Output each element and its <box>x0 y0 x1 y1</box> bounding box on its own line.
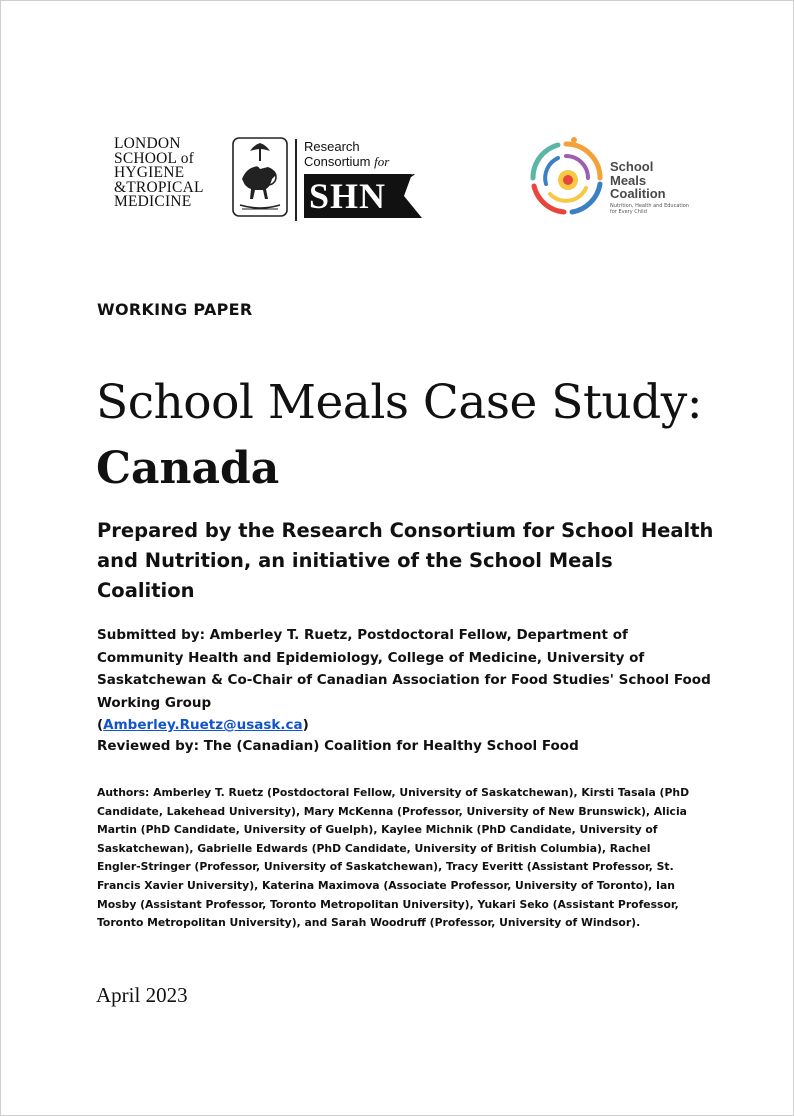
reviewed-by: Reviewed by: The (Canadian) Coalition for Healthy School Food <box>97 738 579 754</box>
working-paper-label: WORKING PAPER <box>97 300 253 319</box>
submitted-text: Submitted by: Amberley T. Ruetz, Postdoctoral Fellow, Department of Community Health and Epidemiology, College of Medicine, University of Saskatchewan & Co-Chair of Canadian Association for Food Studies' School Food Working Group <box>97 627 711 711</box>
consortium-line2: Consortium <box>304 154 371 169</box>
lshtm-wordmark <box>114 137 204 210</box>
consortium-line1: Research <box>304 139 360 154</box>
publication-date: April 2023 <box>96 983 188 1007</box>
consortium-wordmark <box>304 139 389 169</box>
authors: Authors: Amberley T. Ruetz (Postdoctoral Fellow, University of Saskatchewan), Kirsti Tasala (PhD Candidate, Lakehead University), Mary McKenna (Professor, University of New Brunswick), Alicia Martin (PhD Candidate, University of Guelph), Kaylee Michnik (PhD Candidate, University of Saskatchewan), Gabrielle Edwards (PhD Candidate, University of British Columbia), Rachel Engler-Stringer (Professor, University of Saskatchewan), Tracy Everitt (Assistant Professor, St. Francis Xavier University), Katerina Maximova (Associate Professor, University of Toronto), Ian Mosby (Assistant Professor, Toronto Metropolitan University), Yukari Seko (Assistant Professor, Toronto Metropolitan University), and Sarah Woodruff (Professor, University of Windsor). <box>97 786 690 930</box>
page-title: School Meals Case Study: <box>96 375 703 430</box>
shn-label: SHN <box>309 176 387 216</box>
lshtm-crest-icon <box>232 137 288 217</box>
consortium-for: for <box>374 154 390 169</box>
smc-name-line: Coalition <box>610 186 666 201</box>
subtitle: Prepared by the Research Consortium for School Health and Nutrition, an initiative of the School Meals Coalition <box>97 519 714 602</box>
page-title-country: Canada <box>96 443 280 494</box>
logo-divider <box>295 139 297 221</box>
smc-tagline: Nutrition, Health and Education for Every Child <box>610 203 689 215</box>
lshtm-line: &TROPICAL <box>114 178 204 196</box>
smc-name-line: School <box>610 159 654 174</box>
lshtm-line: LONDON <box>114 135 181 152</box>
lshtm-logo <box>114 137 434 223</box>
smc-wordmark <box>610 160 666 201</box>
lshtm-line: HYGIENE <box>114 164 185 182</box>
lshtm-line: SCHOOL of <box>114 149 195 167</box>
smc-logo-icon <box>528 136 604 218</box>
email-link[interactable]: Amberley.Ruetz@usask.ca <box>103 717 303 733</box>
submitted-by: Submitted by: Amberley T. Ruetz, Postdoctoral Fellow, Department of Community Health and Epidemiology, College of Medicine, University of Saskatchewan & Co-Chair of Canadian Association for Food Studies' School Food Working Group (Amberley.Ruetz@usask.ca) <box>97 627 711 733</box>
smc-name-line: Meals <box>610 172 647 188</box>
lshtm-line: MEDICINE <box>114 193 192 211</box>
